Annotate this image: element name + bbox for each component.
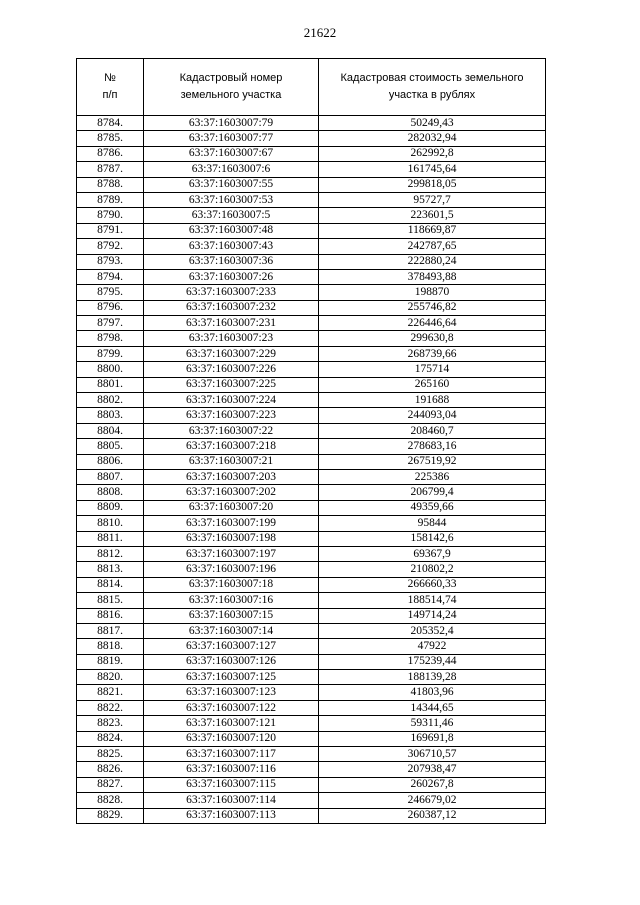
cadastral-number: 63:37:1603007:125 [144, 670, 319, 685]
cadastral-value: 222880,24 [319, 254, 546, 269]
row-number: 8809. [77, 500, 144, 515]
table-row [77, 269, 546, 284]
cadastral-value: 260387,12 [319, 808, 546, 823]
row-number: 8823. [77, 716, 144, 731]
cadastral-value: 95727,7 [319, 192, 546, 207]
table-row [77, 377, 546, 392]
row-number: 8804. [77, 423, 144, 438]
row-number: 8826. [77, 762, 144, 777]
header-cadastral-value [319, 59, 546, 116]
row-number: 8786. [77, 146, 144, 161]
cadastral-number: 63:37:1603007:23 [144, 331, 319, 346]
cadastral-value: 175714 [319, 362, 546, 377]
cadastral-value: 282032,94 [319, 131, 546, 146]
header-cadastral-value-line2: участка в рублях [388, 89, 476, 101]
row-number: 8788. [77, 177, 144, 192]
header-cadastral-number-line2: земельного участка [180, 89, 282, 101]
row-number: 8784. [77, 116, 144, 131]
cadastral-number: 63:37:1603007:123 [144, 685, 319, 700]
cadastral-value: 265160 [319, 377, 546, 392]
table-row [77, 439, 546, 454]
table-row [77, 362, 546, 377]
table-row [77, 623, 546, 638]
table-row [77, 516, 546, 531]
cadastral-number: 63:37:1603007:15 [144, 608, 319, 623]
cadastral-number: 63:37:1603007:197 [144, 546, 319, 561]
table-row [77, 331, 546, 346]
row-number: 8798. [77, 331, 144, 346]
cadastral-number: 63:37:1603007:79 [144, 116, 319, 131]
row-number: 8806. [77, 454, 144, 469]
cadastral-number: 63:37:1603007:203 [144, 469, 319, 484]
cadastral-value: 158142,6 [319, 531, 546, 546]
cadastral-value: 299818,05 [319, 177, 546, 192]
row-number: 8822. [77, 700, 144, 715]
cadastral-value: 188139,28 [319, 670, 546, 685]
cadastral-number: 63:37:1603007:224 [144, 393, 319, 408]
row-number: 8801. [77, 377, 144, 392]
row-number: 8825. [77, 747, 144, 762]
cadastral-value: 210802,2 [319, 562, 546, 577]
table-row [77, 793, 546, 808]
table-row [77, 162, 546, 177]
table-row [77, 777, 546, 792]
table-row [77, 639, 546, 654]
header-cadastral-number-line1: Кадастровый номер [179, 72, 283, 84]
cadastral-value: 95844 [319, 516, 546, 531]
row-number: 8816. [77, 608, 144, 623]
row-number: 8821. [77, 685, 144, 700]
cadastral-value: 191688 [319, 393, 546, 408]
cadastral-number: 63:37:1603007:20 [144, 500, 319, 515]
cadastral-value: 266660,33 [319, 577, 546, 592]
row-number: 8792. [77, 239, 144, 254]
cadastral-value: 244093,04 [319, 408, 546, 423]
cadastral-value: 255746,82 [319, 300, 546, 315]
cadastral-value: 262992,8 [319, 146, 546, 161]
cadastral-number: 63:37:1603007:114 [144, 793, 319, 808]
cadastral-number: 63:37:1603007:43 [144, 239, 319, 254]
cadastral-number: 63:37:1603007:14 [144, 623, 319, 638]
cadastral-value: 242787,65 [319, 239, 546, 254]
row-number: 8793. [77, 254, 144, 269]
cadastral-value: 223601,5 [319, 208, 546, 223]
cadastral-number: 63:37:1603007:22 [144, 423, 319, 438]
table-row [77, 700, 546, 715]
table-row [77, 546, 546, 561]
cadastral-value: 278683,16 [319, 439, 546, 454]
cadastral-number: 63:37:1603007:5 [144, 208, 319, 223]
table-body [77, 116, 546, 824]
row-number: 8799. [77, 346, 144, 361]
table-row [77, 208, 546, 223]
header-cadastral-number [144, 59, 319, 116]
row-number: 8824. [77, 731, 144, 746]
cadastral-number: 63:37:1603007:6 [144, 162, 319, 177]
cadastral-number: 63:37:1603007:122 [144, 700, 319, 715]
table-row [77, 577, 546, 592]
table-row [77, 593, 546, 608]
table-row [77, 654, 546, 669]
cadastral-number: 63:37:1603007:231 [144, 316, 319, 331]
cadastral-number: 63:37:1603007:198 [144, 531, 319, 546]
row-number: 8796. [77, 300, 144, 315]
cadastral-value: 50249,43 [319, 116, 546, 131]
cadastral-number: 63:37:1603007:202 [144, 485, 319, 500]
table-row [77, 254, 546, 269]
table-row [77, 423, 546, 438]
cadastral-number: 63:37:1603007:16 [144, 593, 319, 608]
table-row [77, 608, 546, 623]
cadastral-number: 63:37:1603007:199 [144, 516, 319, 531]
cadastral-number: 63:37:1603007:77 [144, 131, 319, 146]
row-number: 8829. [77, 808, 144, 823]
table-row [77, 300, 546, 315]
table-row [77, 146, 546, 161]
cadastral-value: 59311,46 [319, 716, 546, 731]
row-number: 8812. [77, 546, 144, 561]
cadastral-value: 205352,4 [319, 623, 546, 638]
cadastral-number: 63:37:1603007:48 [144, 223, 319, 238]
header-row-number-line2: п/п [102, 89, 118, 101]
page-number: 21622 [303, 25, 337, 40]
cadastral-number: 63:37:1603007:21 [144, 454, 319, 469]
row-number: 8794. [77, 269, 144, 284]
cadastral-number: 63:37:1603007:55 [144, 177, 319, 192]
row-number: 8785. [77, 131, 144, 146]
cadastral-number: 63:37:1603007:127 [144, 639, 319, 654]
cadastral-number: 63:37:1603007:26 [144, 269, 319, 284]
cadastral-number: 63:37:1603007:120 [144, 731, 319, 746]
row-number: 8797. [77, 316, 144, 331]
row-number: 8805. [77, 439, 144, 454]
row-number: 8789. [77, 192, 144, 207]
cadastral-number: 63:37:1603007:115 [144, 777, 319, 792]
table-row [77, 454, 546, 469]
cadastral-value: 260267,8 [319, 777, 546, 792]
table-row [77, 685, 546, 700]
cadastral-number: 63:37:1603007:36 [144, 254, 319, 269]
cadastral-number: 63:37:1603007:53 [144, 192, 319, 207]
table-row [77, 469, 546, 484]
row-number: 8815. [77, 593, 144, 608]
cadastral-value: 49359,66 [319, 500, 546, 515]
row-number: 8800. [77, 362, 144, 377]
row-number: 8795. [77, 285, 144, 300]
cadastral-number: 63:37:1603007:229 [144, 346, 319, 361]
table-row [77, 223, 546, 238]
header-row-number-line1: № [104, 72, 116, 84]
cadastral-value: 175239,44 [319, 654, 546, 669]
cadastral-number: 63:37:1603007:117 [144, 747, 319, 762]
row-number: 8827. [77, 777, 144, 792]
row-number: 8819. [77, 654, 144, 669]
cadastral-value: 69367,9 [319, 546, 546, 561]
table-row [77, 177, 546, 192]
cadastral-value: 188514,74 [319, 593, 546, 608]
row-number: 8820. [77, 670, 144, 685]
cadastral-value: 206799,4 [319, 485, 546, 500]
cadastral-value: 306710,57 [319, 747, 546, 762]
cadastral-number: 63:37:1603007:223 [144, 408, 319, 423]
table-row [77, 731, 546, 746]
row-number: 8802. [77, 393, 144, 408]
table-row [77, 393, 546, 408]
row-number: 8808. [77, 485, 144, 500]
table-row [77, 670, 546, 685]
header-row-number [77, 59, 144, 116]
cadastral-number: 63:37:1603007:232 [144, 300, 319, 315]
table-row [77, 762, 546, 777]
row-number: 8811. [77, 531, 144, 546]
table-row [77, 562, 546, 577]
table-row [77, 716, 546, 731]
cadastral-value: 378493,88 [319, 269, 546, 284]
row-number: 8810. [77, 516, 144, 531]
table-row [77, 316, 546, 331]
table-header-row [77, 59, 546, 116]
table-row [77, 285, 546, 300]
cadastral-value: 198870 [319, 285, 546, 300]
row-number: 8787. [77, 162, 144, 177]
row-number: 8790. [77, 208, 144, 223]
table-row [77, 408, 546, 423]
table-row [77, 747, 546, 762]
cadastral-number: 63:37:1603007:196 [144, 562, 319, 577]
row-number: 8807. [77, 469, 144, 484]
row-number: 8828. [77, 793, 144, 808]
cadastral-value: 47922 [319, 639, 546, 654]
table-row [77, 500, 546, 515]
cadastral-number: 63:37:1603007:226 [144, 362, 319, 377]
cadastral-value: 208460,7 [319, 423, 546, 438]
table-row [77, 192, 546, 207]
cadastral-value: 161745,64 [319, 162, 546, 177]
cadastral-number: 63:37:1603007:18 [144, 577, 319, 592]
table-row [77, 239, 546, 254]
cadastral-value-table [76, 58, 546, 824]
cadastral-value: 14344,65 [319, 700, 546, 715]
cadastral-number: 63:37:1603007:126 [144, 654, 319, 669]
cadastral-number: 63:37:1603007:225 [144, 377, 319, 392]
cadastral-value: 118669,87 [319, 223, 546, 238]
cadastral-value: 226446,64 [319, 316, 546, 331]
row-number: 8818. [77, 639, 144, 654]
row-number: 8817. [77, 623, 144, 638]
cadastral-number: 63:37:1603007:218 [144, 439, 319, 454]
cadastral-value: 41803,96 [319, 685, 546, 700]
table-row [77, 131, 546, 146]
table-row [77, 531, 546, 546]
row-number: 8814. [77, 577, 144, 592]
cadastral-number: 63:37:1603007:233 [144, 285, 319, 300]
cadastral-value: 149714,24 [319, 608, 546, 623]
cadastral-number: 63:37:1603007:113 [144, 808, 319, 823]
cadastral-value: 299630,8 [319, 331, 546, 346]
cadastral-value: 246679,02 [319, 793, 546, 808]
table-row [77, 116, 546, 131]
cadastral-value: 225386 [319, 469, 546, 484]
cadastral-number: 63:37:1603007:67 [144, 146, 319, 161]
row-number: 8803. [77, 408, 144, 423]
cadastral-value: 267519,92 [319, 454, 546, 469]
cadastral-value: 169691,8 [319, 731, 546, 746]
row-number: 8813. [77, 562, 144, 577]
cadastral-number: 63:37:1603007:116 [144, 762, 319, 777]
cadastral-value: 268739,66 [319, 346, 546, 361]
table-row [77, 346, 546, 361]
header-cadastral-value-line1: Кадастровая стоимость земельного [340, 72, 524, 84]
row-number: 8791. [77, 223, 144, 238]
cadastral-number: 63:37:1603007:121 [144, 716, 319, 731]
cadastral-value: 207938,47 [319, 762, 546, 777]
table-row [77, 808, 546, 823]
table-row [77, 485, 546, 500]
